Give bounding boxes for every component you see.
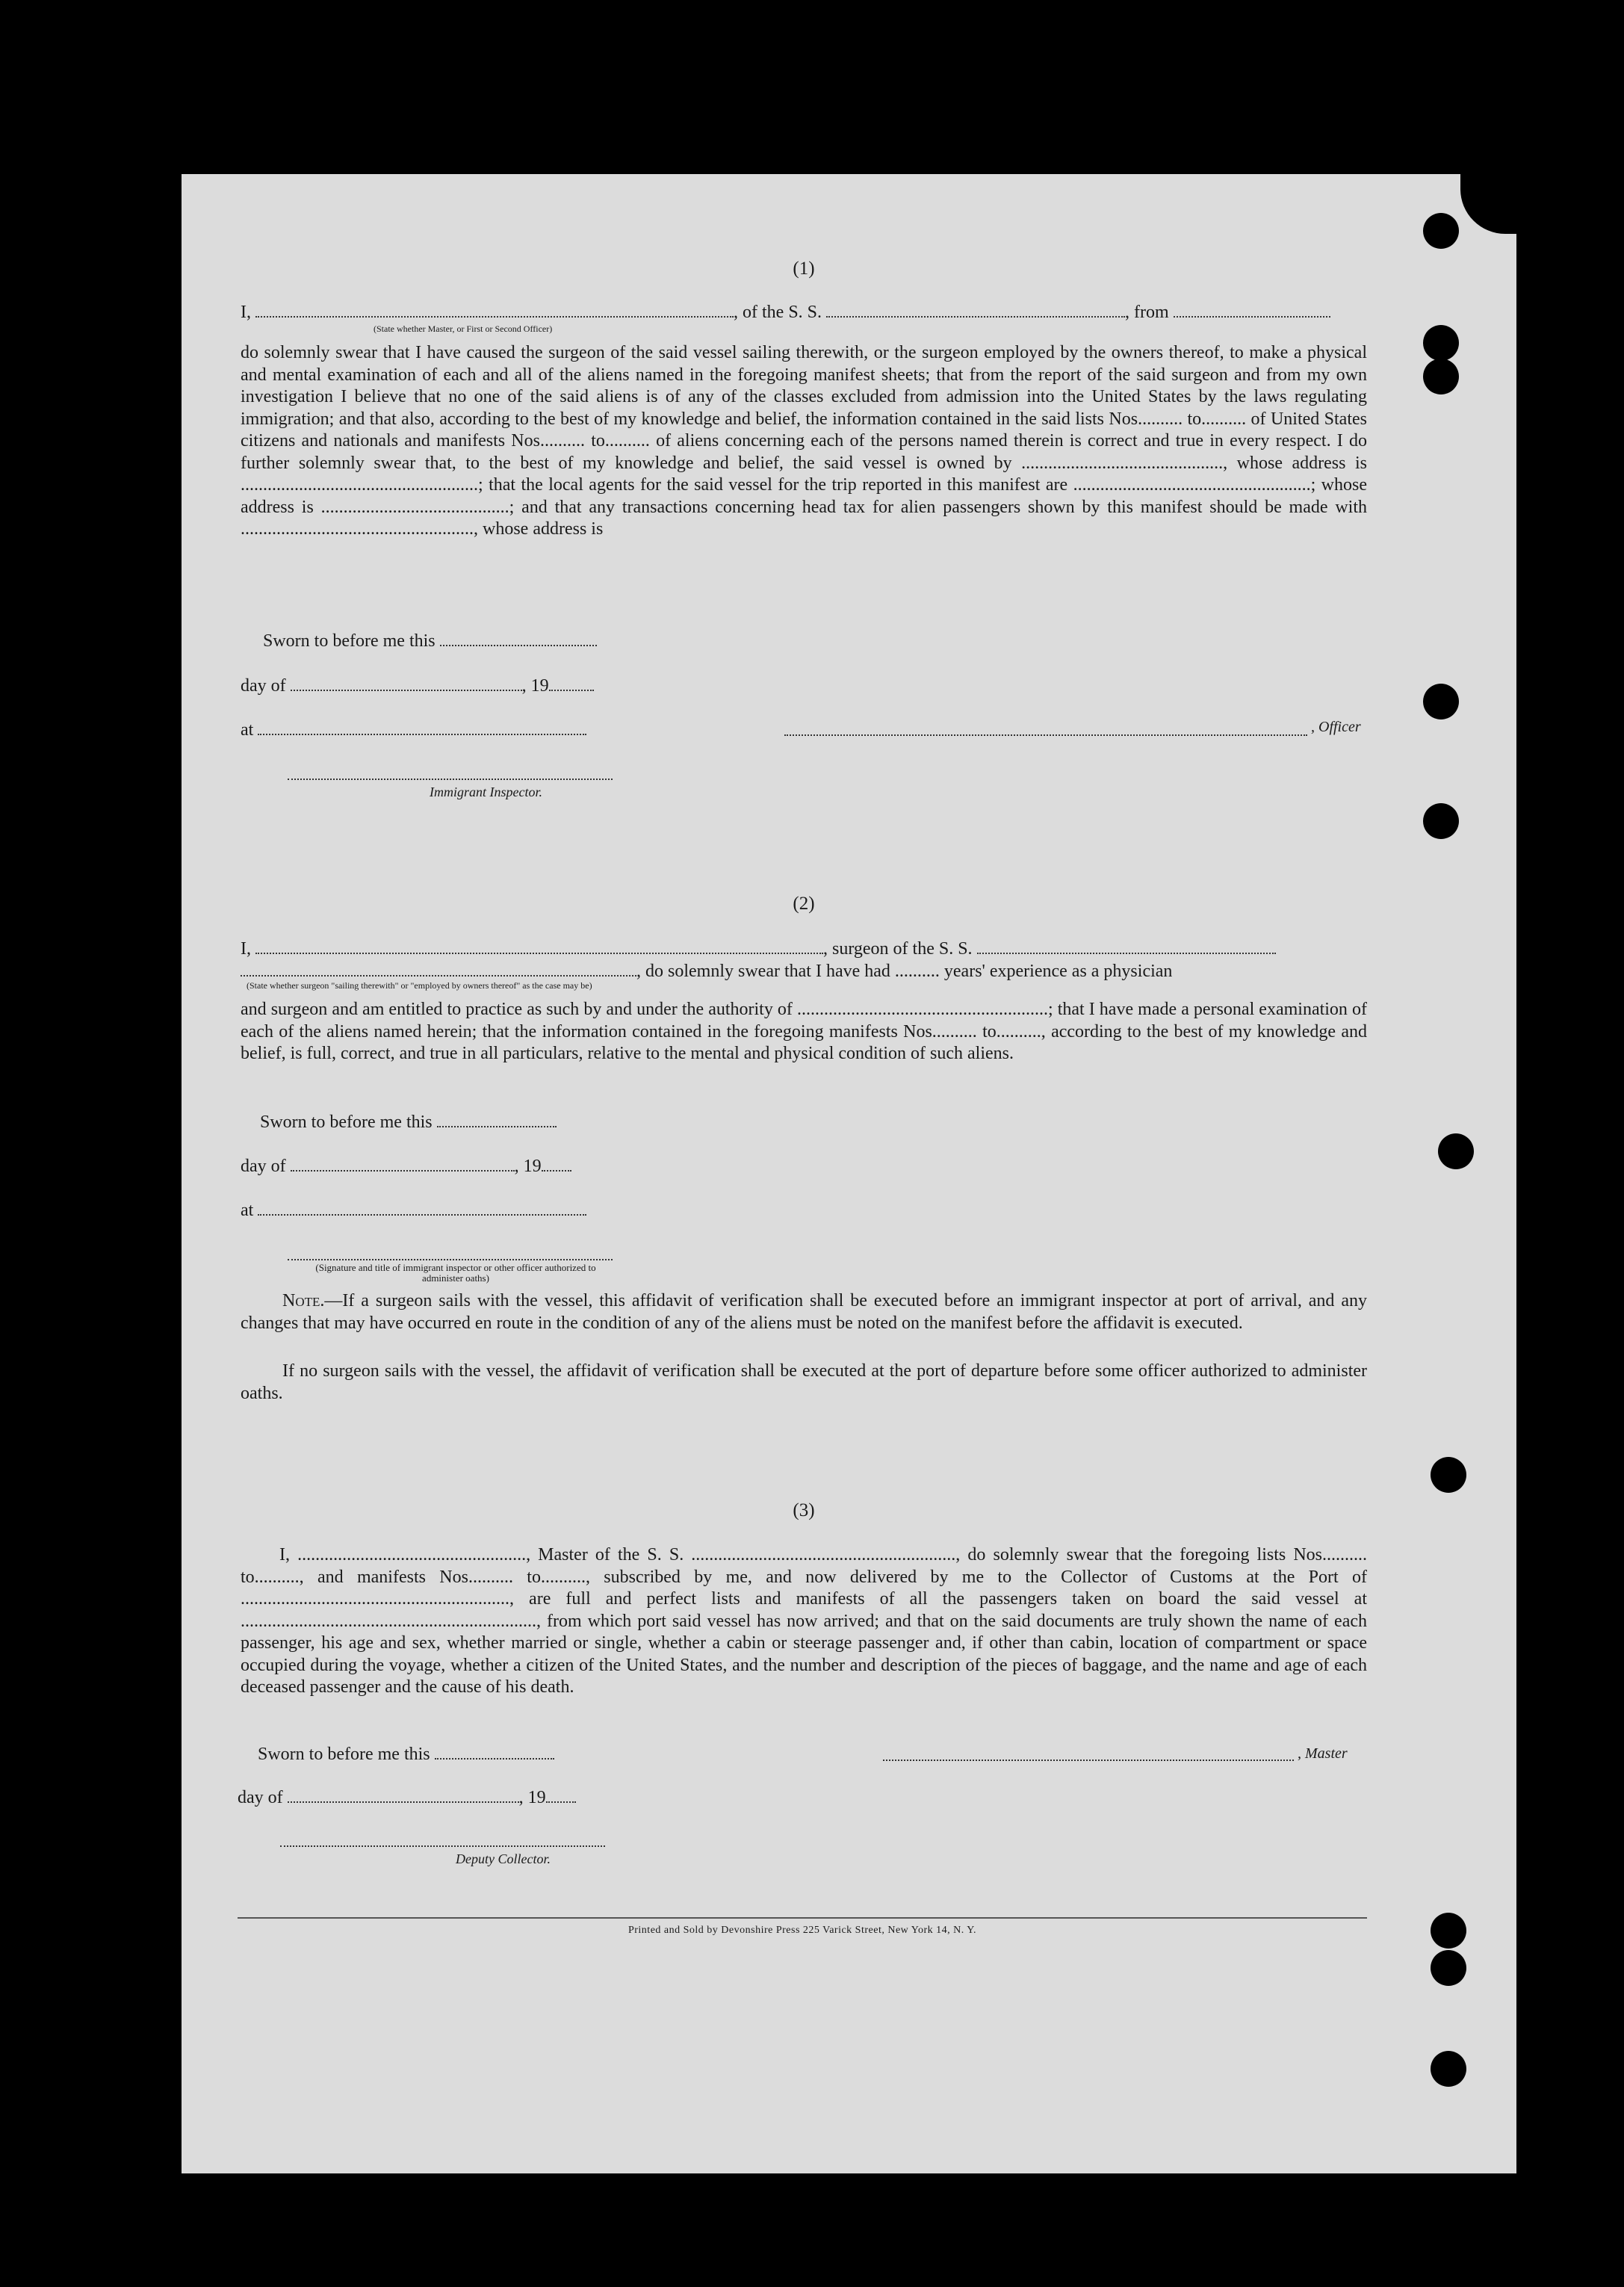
binder-hole bbox=[1431, 1950, 1466, 1986]
section3-number: (3) bbox=[793, 1500, 815, 1520]
sworn-label: Sworn to before me this bbox=[258, 1745, 430, 1764]
at-field[interactable] bbox=[258, 719, 586, 735]
deputy-signature-line[interactable] bbox=[280, 1845, 605, 1847]
section2-oath-line1 bbox=[241, 938, 1367, 961]
binder-hole bbox=[1423, 684, 1459, 719]
section2-experience: , do solemnly swear that I have had .......... years' experience as a physician bbox=[636, 962, 1173, 981]
at-label: at bbox=[241, 720, 254, 740]
inspector-caption: Immigrant Inspector. bbox=[430, 784, 542, 799]
section3-sworn bbox=[258, 1743, 554, 1765]
binder-hole bbox=[1423, 325, 1459, 361]
deputy-caption: Deputy Collector. bbox=[456, 1851, 551, 1866]
surgeon-status-field[interactable] bbox=[241, 960, 636, 977]
section1-number: (1) bbox=[793, 259, 815, 279]
year-label: , 19 bbox=[514, 1157, 542, 1176]
master-signature-line[interactable] bbox=[883, 1760, 1294, 1761]
officer-note: (State whether Master, or First or Second Officer) bbox=[374, 324, 553, 334]
year-label: , 19 bbox=[521, 676, 549, 696]
surgeon-note: (State whether surgeon "sailing therewith" or "employed by owners thereof" as the case may be) bbox=[247, 980, 592, 991]
section1-body: do solemnly swear that I have caused the surgeon of the said vessel sailing therewith, or the surgeon employed by the owners thereof, to make a physical and mental examination of each and all of the aliens named in the foregoing manifest sheets; that from the report of the said surgeon and from my own investigation I believe that no one of the said aliens is of any of the classes excluded from admission into the United States by the laws regulating immigration; and that also, according to the best of my knowledge and belief, the information contained in the said lists Nos.......... to.......... of United States citizens and nationals and manifests Nos.......... to.......... of aliens concerning each of the persons named therein is correct and true in every respect. I do further solemnly swear that, to the best of my knowledge and belief, the said vessel is owned by ............................................., whose address is .....................................................; that the local agents for the said vessel for the trip reported in this manifest are .....................................................; whose address is ..........................................; and that any transactions concerning head tax for alien passengers shown by this manifest should be made with ...................................................., whose address is bbox=[241, 343, 1367, 539]
sworn-date-field[interactable] bbox=[437, 1111, 557, 1127]
note-text-1: —If a surgeon sails with the vessel, this affidavit of verification shall be executed before an immigrant inspector at port of arrival, and any changes that may have occurred en route in the condition of any of the aliens must be noted on the manifest before the affidavit is executed. bbox=[241, 1291, 1367, 1333]
binder-hole bbox=[1423, 213, 1459, 249]
officer-signature-line[interactable] bbox=[784, 734, 1307, 736]
sworn-date-field[interactable] bbox=[440, 630, 597, 646]
note-paragraph-1 bbox=[241, 1290, 1367, 1334]
day-of-label: day of bbox=[238, 1788, 283, 1807]
section1-sworn bbox=[263, 630, 597, 652]
day-of-label: day of bbox=[241, 676, 286, 696]
officer-caption: , Officer bbox=[1311, 719, 1361, 735]
ship-name-field[interactable] bbox=[826, 301, 1125, 318]
section2-oath-line2 bbox=[241, 960, 1367, 983]
binder-hole bbox=[1423, 359, 1459, 394]
section1-oath-line bbox=[241, 301, 1367, 324]
section3-day-of bbox=[238, 1786, 576, 1809]
section1-i: I, bbox=[241, 303, 251, 322]
section2-body: and surgeon and am entitled to practice as such by and under the authority of ........................................................; that I have made a personal examination of each of the aliens named herein; that the information contained in the foregoing manifests Nos.......... to.........., according to the best of my knowledge and belief, is full, correct, and true in all particulars, relative to the mental and physical condition of such aliens. bbox=[241, 1000, 1367, 1063]
binder-hole bbox=[1431, 1457, 1466, 1493]
note-label: Note. bbox=[282, 1291, 325, 1310]
officer-name-field[interactable] bbox=[255, 301, 734, 318]
binder-hole bbox=[1423, 803, 1459, 839]
note-paragraph-2: If no surgeon sails with the vessel, the affidavit of verification shall be executed at the port of departure before some officer authorized to administer oaths. bbox=[241, 1361, 1367, 1403]
year-label: , 19 bbox=[518, 1788, 546, 1807]
sworn-date-field[interactable] bbox=[435, 1743, 554, 1760]
day-of-field[interactable] bbox=[288, 1786, 519, 1803]
section2-ship-field[interactable] bbox=[977, 938, 1276, 954]
section1-at bbox=[241, 719, 586, 741]
binder-hole bbox=[1438, 1133, 1474, 1169]
year-field[interactable] bbox=[542, 1155, 571, 1172]
day-of-field[interactable] bbox=[291, 675, 522, 691]
section2-day-of bbox=[241, 1155, 571, 1177]
day-of-label: day of bbox=[241, 1157, 286, 1176]
sworn-label: Sworn to before me this bbox=[263, 631, 436, 651]
year-field[interactable] bbox=[549, 675, 594, 691]
at-label: at bbox=[241, 1201, 254, 1220]
section2-at bbox=[241, 1199, 586, 1222]
section2-number: (2) bbox=[793, 894, 815, 914]
year-field[interactable] bbox=[546, 1786, 576, 1803]
section2-sworn bbox=[260, 1111, 557, 1133]
section2-i: I, bbox=[241, 939, 251, 959]
binder-hole bbox=[1431, 1913, 1466, 1949]
surgeon-name-field[interactable] bbox=[255, 938, 823, 954]
sworn-label: Sworn to before me this bbox=[260, 1112, 433, 1132]
section3-body: I, ..................................................., Master of the S. S. ..........................................................., do solemnly swear that the foregoing lists Nos.......... to.........., and manifests Nos.......... to.........., subscribed by me, and now delivered by me to the Collector of Customs at the Port of ............................................................, are full and perfect lists and manifests of all the passengers taken on board the said vessel at .................................................................., from which port said vessel has now arrived; and that on the said documents are truly shown the name of each passenger, his age and sex, whether married or single, whether a cabin or steerage passenger and, if other than cabin, location of compartment or space occupied during the voyage, whether a citizen of the United States, and the number and description of the pieces of baggage, and the name and age of each deceased passenger and the cause of his death. bbox=[241, 1545, 1367, 1697]
binder-hole bbox=[1431, 2051, 1466, 2087]
section1-day-of bbox=[241, 675, 594, 697]
master-caption: , Master bbox=[1298, 1745, 1348, 1762]
section1-from-label: , from bbox=[1125, 303, 1169, 322]
section2-signature-line[interactable] bbox=[288, 1259, 613, 1260]
inspector-signature-line[interactable] bbox=[288, 779, 613, 780]
printer-imprint: Printed and Sold by Devonshire Press 225 Varick Street, New York 14, N. Y. bbox=[238, 1917, 1367, 1937]
at-field[interactable] bbox=[258, 1199, 586, 1216]
section2-signature-note: (Signature and title of immigrant inspector or other officer authorized to administer oaths) bbox=[315, 1262, 596, 1284]
section2-ship-label: , surgeon of the S. S. bbox=[823, 939, 973, 959]
section1-ship-label: , of the S. S. bbox=[734, 303, 822, 322]
day-of-field[interactable] bbox=[291, 1155, 515, 1172]
port-from-field[interactable] bbox=[1174, 301, 1330, 318]
